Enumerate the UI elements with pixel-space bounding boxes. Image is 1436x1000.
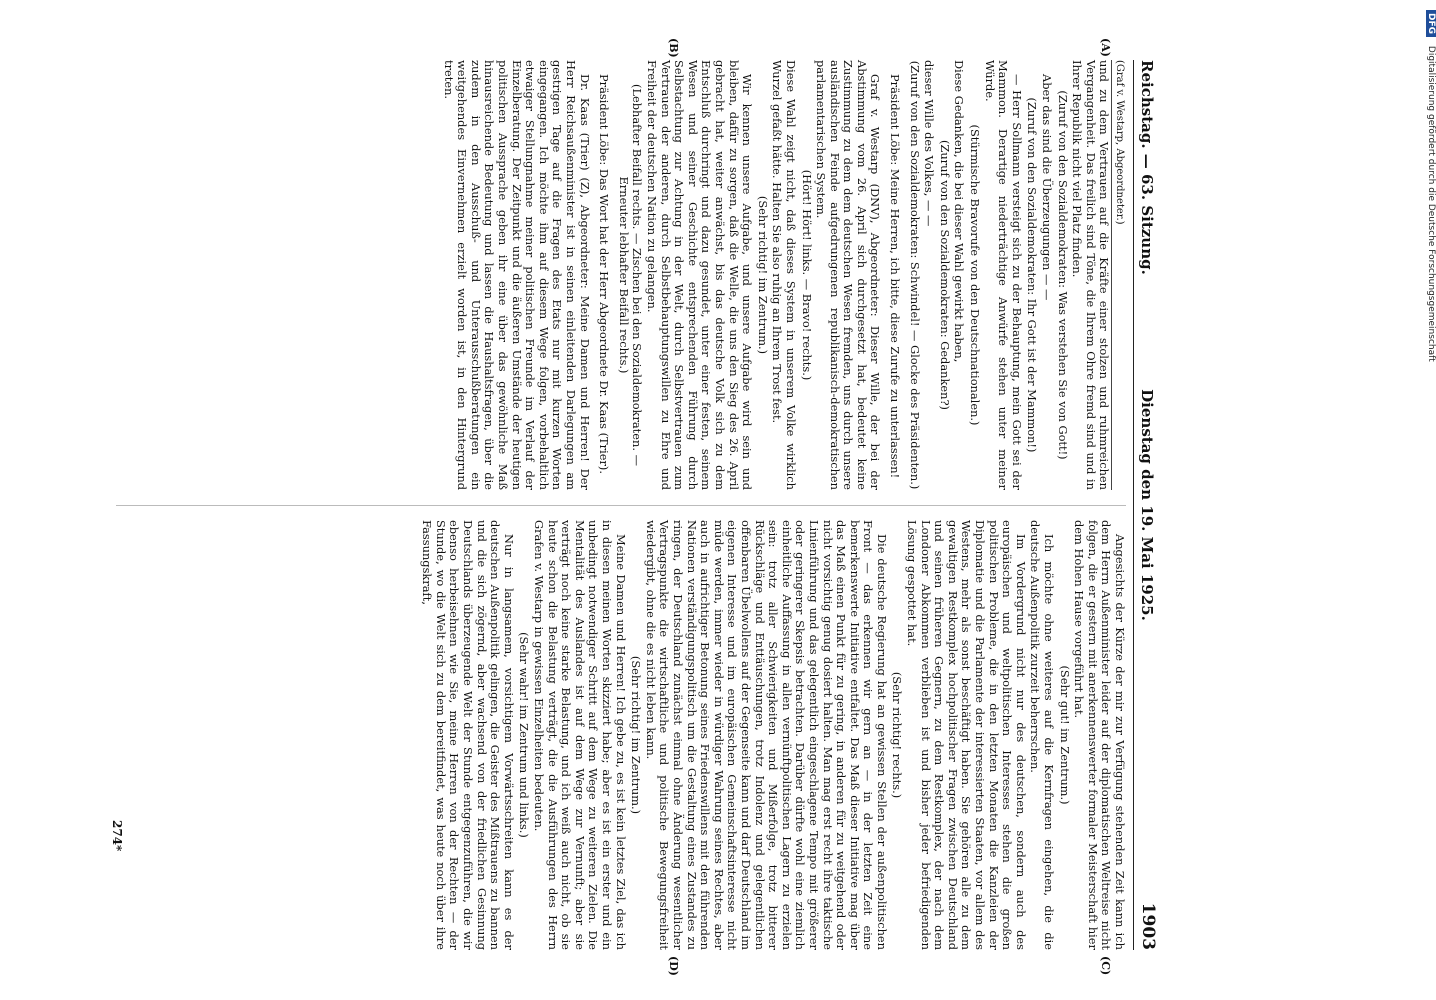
interjection: (Zuruf von den Sozialdemokraten: Schwindel! — Glocke des Präsidenten.): [907, 60, 922, 490]
president-remark: Präsident Löbe: Meine Herren, ich bitte, diese Zurufe zu unterlassen!: [888, 74, 903, 479]
column-divider: [116, 505, 1126, 506]
right-column: [419, 520, 1126, 950]
page-footer: 274*: [110, 820, 124, 852]
paragraph: Aber das sind die Überzeugungen — —: [1040, 74, 1055, 301]
interjection: (Sehr richtig! rechts.): [890, 671, 905, 799]
paragraph: — Herr Sollmann versteigt sich zu der Behauptung, mein Gott sei der Mammon. Derartige niederträchtige Anwürfe stehen unter meiner Würde.: [982, 60, 1024, 490]
interjection: (Sehr wahr! im Zentrum und links.): [517, 632, 532, 838]
margin-mark-c: (C): [1099, 956, 1112, 976]
paragraph: Die deutsche Regierung hat an gewissen Stellen der außenpolitischen Front — das erkennen wir gern an — in der letzten Zeit eine bemerkenswerte Initiative entfaltet. Das Maß dieser Initiative mag über das Maß einen Punkt für zu gering, in anderen für zu weitgehend oder nicht vorsichtig genug dosiert halten. Man mag erst recht ihre taktische Linienführung und das gelegentlich eingeschlagene Tempo mit größerer oder geringerer Skepsis betrachten. Darüber dürfte wohl eine ziemlich einheitliche Auffassung in allen vernünftpolitischen Lagern zu erzielen sein: trotz aller Schwierigkeiten und Mißerfolge, trotz bitterer Rückschläge und Enttäuschungen, trotz Indolenz und gelegentlichen offenbaren Übelwollens auf der Gegenseite kann und darf Deutschland im eigenen Interesse und im europäischen Gemeinschaftsinteresse nicht müde werden, immer wieder in würdiger Wahrung seines Rechtes, aber auch in aufrichtiger Betonung seines Friedenswillens mit den führenden Nationen verständigungspolitisch um die Gestaltung eines Zustandes zu ringen, der Deutschland zunächst einmal ohne Änderung wesentlicher Vertragspunkte die wirtschaftliche und politische Bewegungsfreiheit wiedergibt, ohne die es nicht leben kann.: [643, 520, 889, 950]
president-remark: Präsident Löbe: Das Wort hat der Herr Abgeordnete Dr. Kaas (Trier).: [597, 74, 612, 474]
page-header: [1133, 60, 1160, 950]
dfg-logo: DFG: [1426, 10, 1436, 37]
interjection: (Sehr gut! im Zentrum.): [1057, 665, 1072, 805]
paragraph: Ich möchte ohne weiteres auf die Kernfragen eingehen, die die deutsche Außenpolitik zurzeit beherrschen.: [1028, 520, 1057, 950]
paragraph: Diese Gedanken, die bei dieser Wahl gewirkt haben,: [952, 60, 967, 363]
interjection: (Zuruf von den Sozialdemokraten: Was verstehen Sie von Gott!): [1055, 90, 1070, 460]
speaker-paragraph: Graf v. Westarp (DNV), Abgeordneter: Dieser Wille, der bei der Abstimmung vom 26. April sich durchgesetzt hat, bedeutet keine Zustimmung zu dem dem deutschen Wesen fremden, uns durch unsere ausländischen Feinde aufgedrungenen republikanisch-demokratischen parlamentarischen System.: [814, 60, 883, 490]
paragraph: Angesichts der Kürze der mir zur Verfügung stehenden Zeit kann ich dem Herrn Außenminister leider auf der diplomatischen Weltreise nicht folgen, die er gestern mit anerkennenswerter formaler Meisterschaft hier dem Hohen Hause vorgeführt hat.: [1072, 520, 1127, 950]
margin-mark-b: (B): [667, 38, 680, 58]
document-page: [90, 38, 1160, 976]
paragraph: Nur in langsamem, vorsichtigem Vorwärtsschreiten kann es der deutschen Außenpolitik gelingen, die Geister des Mißtrauens zu bannen und die sich zögernd, aber wachsend von der friedlichen Gesinnung Deutschlands überzeugende Welt der Stunde entgegenzuführen, die wir ebenso herbeisehnen wie Sie, meine Herren von der Rechten — der Stunde, wo die Welt sich zu dem bereitfindet, was heute noch über ihre Fassungskraft,: [420, 520, 516, 950]
interjection: (Sehr richtig! im Zentrum.): [629, 655, 644, 815]
interjection: (Stürmische Bravorufe von den Deutschnationalen.): [968, 124, 983, 426]
paragraph: Diese Wahl zeigt nicht, daß dieses System in unserem Volke wirklich Wurzel gefaßt hätte. Halten Sie also ruhig an Ihrem Trost fest.: [770, 60, 798, 490]
interjection: (Sehr richtig! im Zentrum.): [755, 195, 770, 355]
interjection: (Hört! Hört! links. — Bravo! rechts.): [799, 169, 814, 381]
interjection: (Lebhafter Beifall rechts. — Zischen bei den Sozialdemokraten. — Erneuter lebhafter Beifall rechts.): [616, 84, 645, 466]
header-date: Dienstag den 19. Mai 1925.: [1138, 389, 1156, 621]
dfg-credit: [1422, 10, 1436, 990]
left-column: [440, 60, 1126, 490]
header-page-number: 1903: [1138, 902, 1158, 950]
speaker-paragraph: Dr. Kaas (Trier) (Z), Abgeordneter: Meine Damen und Herren! Der Herr Reichsaußenminister ist in seinen einleitenden Darlegungen am gestrigen Tage auf die Fragen des Etats nur mit kurzen Worten eingegangen. Ich möchte ihm auf diesem Wege folgen, vorbehaltlich etwaiger Stellungnahme meiner politischen Freunde im Verlauf der Einzelberatung. Der Zeitpunkt und die äußeren Umstände der heutigen politischen Aussprache geben ihr eine über das gewöhnliche Maß hinausreichende Bedeutung und lassen die Haushaltsfragen, über die zudem in den Ausschuß- und Unterausschußberatungen ein weitgehendes Einvernehmen erzielt worden ist, in den Hintergrund treten.: [441, 60, 592, 490]
paragraph: dieser Wille des Volkes, — —: [922, 60, 937, 227]
paragraph: Wir kennen unsere Aufgabe, und unsere Aufgabe wird sein und bleiben, dafür zu sorgen, daß die Welle, die uns den Sieg des 26. April gebracht hat, weiter anwächst, bis das deutsche Volk sich zu dem Entschluß durchringt und dazu gesundet, unter einer festen, seinem Wesen und seiner Geschichte entsprechenden Führung durch Selbstachtung zur Achtung in der Welt, durch Selbstvertrauen zum Vertrauen der anderen, durch Selbstbehauptungswillen zu Ehre und Freiheit der deutschen Nation zu gelangen.: [645, 60, 755, 490]
speaker-head: (Graf v. Westarp, Abgeordneter.): [1111, 60, 1126, 490]
paragraph: Im Vordergrund nicht nur des deutschen, sondern auch des europäischen und weltpolitischen Interesses stehen die großen politischen Probleme, die in den letzten Monaten die Kanzleien der Diplomatie und die Parlamente der interessierten Staaten, vor allem des Westens, mehr als sonst beschäftigt haben. Sie gehören alle zu dem gewaltigen Restkomplex hochpolitischer Fragen zwischen Deutschland und seinen früheren Gegnern, zu dem Restkomplex, der nach dem Londoner Abkommen verblieben ist und bisher jeder befriedigenden Lösung gespottet hat.: [905, 520, 1028, 950]
paragraph: und zu dem Vertrauen auf die Kräfte einer stolzen und ruhmreichen Vergangenheit. Das freilich sind Töne, die Ihrem Ohre fremd sind und in Ihrer Republik nicht viel Platz finden.: [1070, 60, 1112, 490]
interjection: (Zuruf von den Sozialdemokraten: Gedanken?): [937, 139, 952, 411]
margin-mark-a: (A): [1099, 38, 1112, 57]
interjection: (Zuruf von den Sozialdemokraten: Ihr Gott ist der Mammon!): [1025, 97, 1040, 453]
credit-text: Digitalisierung gefördert durch die Deutsche Forschungsgemeinschaft: [1426, 45, 1436, 362]
paragraph: Meine Damen und Herren! Ich gebe zu, es ist kein letztes Ziel, das ich in diesen meinen Worten skizziert habe; aber es ist ein erster und ein unbedingt notwendiger Schritt auf dem Wege zu weiteren Zielen. Die Mentalität des Auslandes ist auf dem Wege zur Vernunft; aber sie verträgt noch keine starke Belastung, und ich weiß auch nicht, ob sie heute schon die Belastung verträgt, die die Ausführungen des Herrn Grafen v. Westarp in gewissen Einzelheiten bedeuten.: [532, 520, 628, 950]
margin-mark-d: (D): [667, 956, 680, 976]
header-session: Reichstag. — 63. Sitzung.: [1138, 60, 1156, 275]
